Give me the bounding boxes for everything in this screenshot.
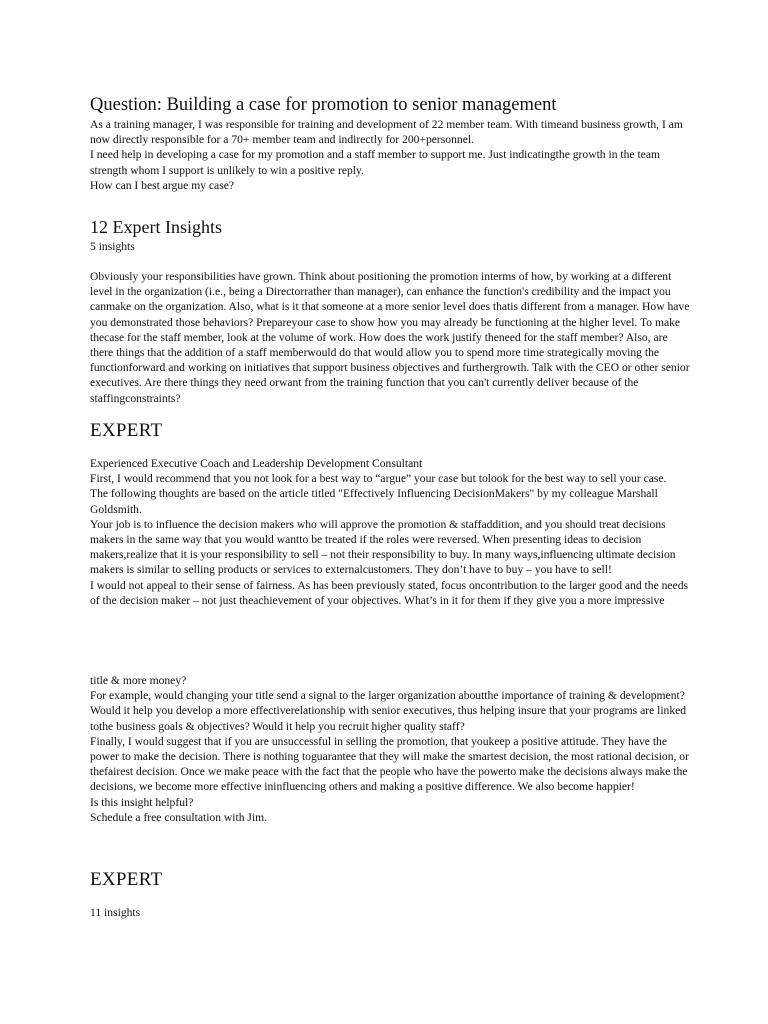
question-title: Question: Building a case for promotion to senior management	[90, 95, 557, 115]
insights-count: 5 insights	[90, 240, 135, 253]
expert-heading: EXPERT	[90, 420, 163, 441]
expert-insight-text-part2: title & more money? For example, would changing your title send a signal to the larger organization aboutthe importance of training & development? Would it help you develop a more effectiverelationship with senior executives, thus helping insure that your programs are linked tothe business goals & objectives? Would it help you recruit higher quality staff? Finally, I would suggest that if you are unsuccessful in selling the promotion, that youkeep a positive attitude. They have the power to make the decision. There is nothing toguarantee that they will make the smartest decision, the most rational decision, or thefairest decision. Once we make peace with the fact that the people who have the powerto make the decisions always make the decisions, we become more effective ininfluencing others and making a positive difference. We also become happier! Is this insight helpful? Schedule a free consultation with Jim.	[90, 674, 689, 824]
first-insight-text: Obviously your responsibilities have grown. Think about positioning the promotion interms of how, by working at a different level in the organization (i.e., being a Directorrather than manager), can enhance the function's credibility and the impact you canmake on the organization. Also, what is it that someone at a more senior level does thatis different from a manager. How have you demonstrated those behaviors? Prepareyour case to show how you may already be functioning at the higher level. To make thecase for the staff member, look at the volume of work. How does the work justify theneed for the staff member? Also, are there things that the addition of a staff memberwould do that would allow you to spend more time strategically moving the functionforward and working on initiatives that support business objectives and furthergrowth. Talk with the CEO or other senior executives. Are there things they need orwant from the training function that you can't currently deliver because of the staffingconstraints?	[90, 270, 690, 405]
expert-insights-count: 11 insights	[90, 906, 141, 919]
insights-heading: 12 Expert Insights	[90, 217, 222, 237]
expert-heading-2: EXPERT	[90, 869, 163, 890]
expert-insight-text-part1: Experienced Executive Coach and Leadership Development Consultant First, I would recommend that you not look for a best way to “argue” your case but tolook for the best way to sell your case. The following thoughts are based on the article titled "Effectively Influencing DecisionMakers" by my colleague Marshall Goldsmith. Your job is to influence the decision makers who will approve the promotion & staffaddition, and you should treat decisions makers in the same way that you would wantto be treated if the roles were reversed. When presenting ideas to decision makers,realize that it is your responsibility to sell – not their responsibility to buy. In many ways,influencing ultimate decision makers is similar to selling products or services to externalcustomers. They don’t have to buy – you have to sell! I would not appeal to their sense of fairness. As has been previously stated, focus oncontribution to the larger good and the needs of the decision maker – not just theachievement of your objectives. What’s in it for them if they give you a more impressive	[90, 457, 689, 607]
question-body: As a training manager, I was responsible for training and development of 22 member team. With timeand business growth, I am now directly responsible for a 70+ member team and indirectly for 200+personnel. I need help in developing a case for my promotion and a staff member to support me. Just indicatingthe growth in the team strength whom I support is unlikely to win a positive reply. How can I best argue my case?	[90, 118, 683, 192]
